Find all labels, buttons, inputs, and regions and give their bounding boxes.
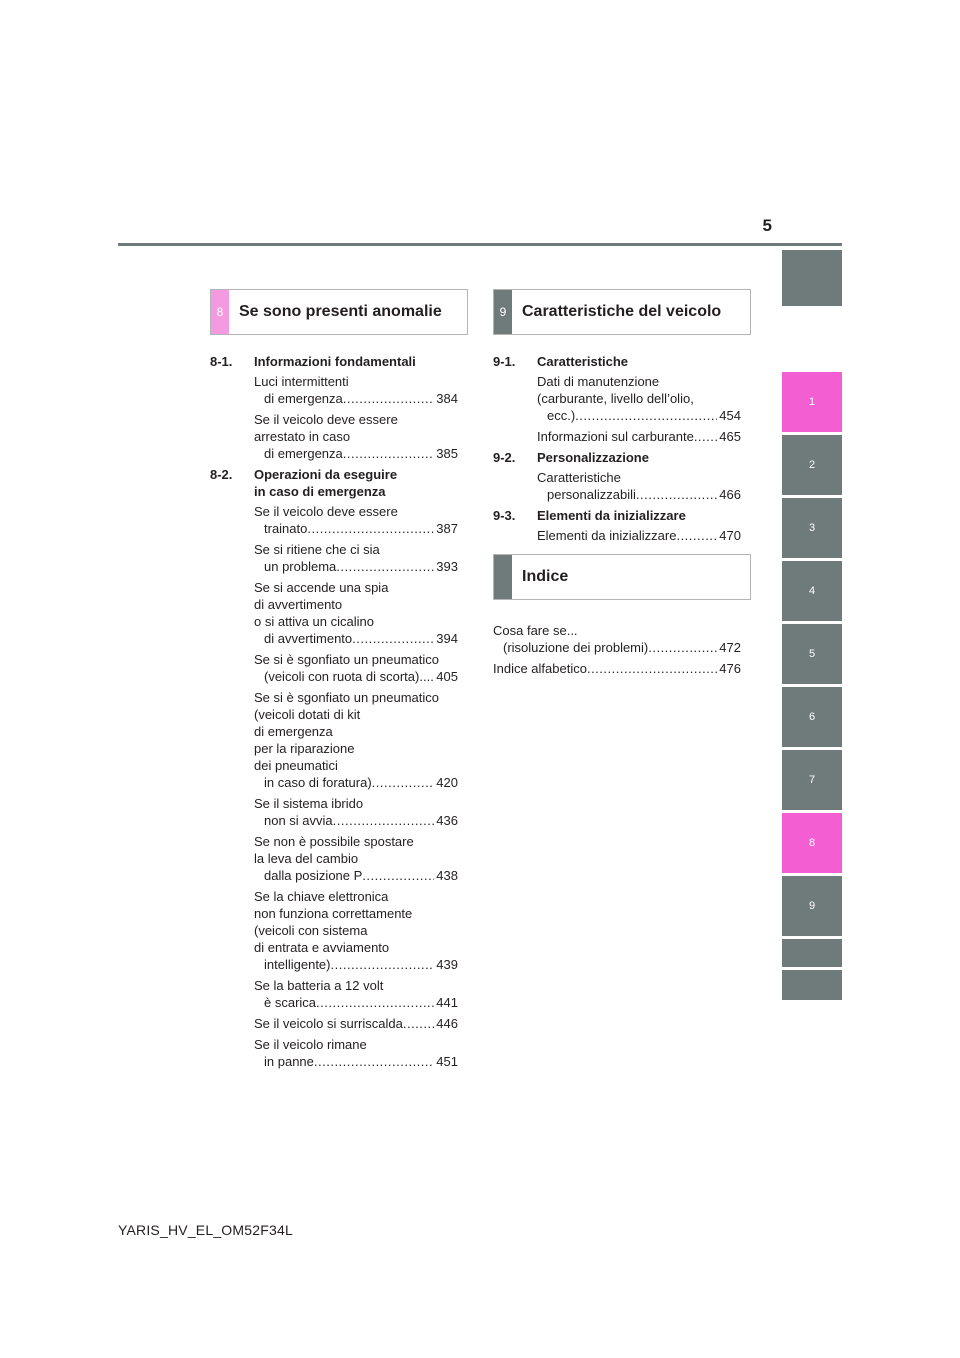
toc-page-number: 394 [436, 631, 458, 646]
subsection-heading[interactable] [493, 353, 741, 370]
toc-entry-text: personalizzabili [547, 487, 636, 502]
toc-entry-text: Se il veicolo si surriscalda [254, 1016, 403, 1031]
dot-leader [403, 1015, 434, 1032]
toc-page-number: 466 [719, 487, 741, 502]
toc-entry-leader-line [254, 390, 458, 407]
subsection-title-line: Caratteristiche [537, 354, 629, 369]
toc-page-number: 438 [436, 868, 458, 883]
toc-page-number: 441 [436, 995, 458, 1010]
toc-entry[interactable] [254, 689, 458, 791]
chapter-tab-blank-11[interactable] [782, 970, 842, 1000]
top-rule [118, 243, 842, 246]
subsection-number: 8-2. [210, 467, 233, 482]
subsection-number: 9-2. [493, 450, 516, 465]
toc-entry-line: arrestato in caso [254, 429, 351, 444]
chapter-tab-blank-10[interactable] [782, 939, 842, 967]
toc-entry-line: di emergenza [254, 724, 333, 739]
toc-entry-text: in caso di foratura) [264, 775, 372, 790]
toc-entry-leader-line [537, 486, 741, 503]
toc-entry-leader-line [254, 1053, 458, 1070]
toc-page-number: 420 [436, 775, 458, 790]
toc-entry-line: la leva del cambio [254, 851, 359, 866]
dot-leader [307, 520, 434, 537]
toc-entry-text: dalla posizione P [264, 868, 363, 883]
dot-leader [343, 390, 435, 407]
toc-entry[interactable] [254, 1015, 458, 1032]
toc-entry-leader-line [254, 994, 458, 1011]
toc-entry-line: Cosa fare se... [493, 623, 578, 638]
toc-entry-text: Informazioni sul carburante [537, 429, 694, 444]
subsection-number: 8-1. [210, 354, 233, 369]
subsection-title-line: Personalizzazione [537, 450, 649, 465]
toc-entry[interactable] [254, 541, 458, 575]
toc-entry[interactable] [254, 795, 458, 829]
section-8-header [210, 289, 468, 335]
toc-entry-leader-line [254, 558, 458, 575]
toc-entry-line: Se non è possibile spostare [254, 834, 414, 849]
dot-leader [352, 630, 434, 647]
dot-leader [575, 407, 717, 424]
toc-page-number: 405 [436, 669, 458, 684]
toc-entry-line: o si attiva un cicalino [254, 614, 374, 629]
toc-entry-line: dei pneumatici [254, 758, 338, 773]
toc-entry-text: un problema [264, 559, 337, 574]
toc-entry-text: in panne [264, 1054, 314, 1069]
toc-page-number: 472 [719, 640, 741, 655]
toc-entry-text: non si avvia [264, 813, 333, 828]
chapter-tab-2[interactable]: 2 [782, 435, 842, 495]
toc-entry[interactable] [254, 977, 458, 1011]
toc-entry-text: ecc.) [547, 408, 576, 423]
toc-page-number: 387 [436, 521, 458, 536]
toc-entry-line: Se il sistema ibrido [254, 796, 364, 811]
toc-page-number: 436 [436, 813, 458, 828]
toc-entry-leader-line [254, 520, 458, 537]
toc-entry-line: Se il veicolo deve essere [254, 504, 398, 519]
toc-entry-line: (veicoli dotati di kit [254, 707, 361, 722]
toc-entry-leader-line [254, 956, 458, 973]
toc-entry[interactable] [537, 428, 741, 445]
toc-entry-text: di avvertimento [264, 631, 353, 646]
chapter-tab-9[interactable]: 9 [782, 876, 842, 936]
toc-entry-line: di avvertimento [254, 597, 343, 612]
toc-entry-leader-line [254, 812, 458, 829]
toc-entry-text: di emergenza [264, 391, 343, 406]
toc-entry-line: Se la chiave elettronica [254, 889, 389, 904]
toc-entry-text: è scarica [264, 995, 317, 1010]
toc-entry-line: Se si è sgonfiato un pneumatico [254, 652, 440, 667]
toc-entry-text: (risoluzione dei problemi) [503, 640, 649, 655]
chapter-tab-4[interactable]: 4 [782, 561, 842, 621]
toc-entry[interactable] [254, 411, 458, 462]
toc-entry-leader-line [537, 407, 741, 424]
subsection-title-line: Operazioni da eseguire [254, 467, 398, 482]
toc-entry-text: intelligente) [264, 957, 331, 972]
toc-entry-line: Se il veicolo rimane [254, 1037, 367, 1052]
subsection-heading[interactable] [210, 353, 458, 370]
dot-leader [331, 956, 435, 973]
toc-page-number: 446 [436, 1016, 458, 1031]
toc-page-number: 454 [719, 408, 741, 423]
toc-entry-text: di emergenza [264, 446, 343, 461]
dot-leader [314, 1053, 434, 1070]
toc-page-number: 470 [719, 528, 741, 543]
index-title: Indice [522, 568, 569, 585]
dot-leader [676, 527, 717, 544]
toc-entry-leader-line [493, 639, 741, 656]
section-8-title: Se sono presenti anomalie [239, 303, 442, 320]
subsection-heading[interactable] [210, 466, 458, 500]
toc-page-number: 439 [436, 957, 458, 972]
index-tag [494, 555, 512, 599]
dot-leader [694, 428, 717, 445]
toc-page-number: 476 [719, 661, 741, 676]
toc-entry-leader-line [254, 445, 458, 462]
toc-entry-leader-line [254, 774, 458, 791]
toc-page-number: 451 [436, 1054, 458, 1069]
toc-entry[interactable] [537, 527, 741, 544]
dot-leader [587, 660, 717, 677]
subsection-title-line: Elementi da inizializzare [537, 508, 686, 523]
subsection-title-line: in caso di emergenza [254, 484, 386, 499]
toc-entry[interactable] [537, 469, 741, 503]
toc-entry-leader-line [254, 630, 458, 647]
toc-entry[interactable] [254, 833, 458, 884]
chapter-tab-8[interactable]: 8 [782, 813, 842, 873]
subsection-heading[interactable] [493, 507, 741, 524]
chapter-tab-5[interactable]: 5 [782, 624, 842, 684]
toc-entry-line: Dati di manutenzione [537, 374, 660, 389]
section-8-tag: 8 [211, 290, 229, 334]
index-contents [493, 618, 741, 677]
chapter-tab-1[interactable]: 1 [782, 372, 842, 432]
toc-page-number: 393 [436, 559, 458, 574]
toc-entry-line: per la riparazione [254, 741, 355, 756]
dot-leader [333, 812, 435, 829]
toc-entry-leader-line [254, 1015, 458, 1032]
chapter-tab-7[interactable]: 7 [782, 750, 842, 810]
toc-entry[interactable] [254, 888, 458, 973]
dot-leader [362, 867, 434, 884]
dot-leader [316, 994, 434, 1011]
dot-leader [336, 558, 434, 575]
chapter-tab-3[interactable]: 3 [782, 498, 842, 558]
toc-entry-leader-line [537, 527, 741, 544]
toc-entry[interactable] [493, 622, 741, 656]
index-header [493, 554, 751, 600]
section-9-title: Caratteristiche del veicolo [522, 303, 722, 320]
toc-page-number: 385 [436, 446, 458, 461]
chapter-tab-blank-0[interactable] [782, 250, 842, 306]
toc-entry-leader-line [537, 428, 741, 445]
dot-leader [372, 774, 435, 791]
section-8-contents [210, 353, 458, 1070]
section-9-contents [493, 353, 741, 544]
toc-page-number: 465 [719, 429, 741, 444]
toc-entry-line: Se si è sgonfiato un pneumatico [254, 690, 440, 705]
toc-entry-text: (veicoli con ruota di scorta)... [264, 669, 431, 684]
toc-entry-line: Caratteristiche [537, 470, 621, 485]
toc-entry-line: di entrata e avviamento [254, 940, 390, 955]
toc-entry[interactable] [254, 1036, 458, 1070]
toc-entry[interactable] [254, 651, 458, 685]
page-number: 5 [762, 216, 772, 235]
subsection-number: 9-3. [493, 508, 516, 523]
subsection-heading[interactable] [493, 449, 741, 466]
toc-entry-text: Elementi da inizializzare [537, 528, 677, 543]
dot-leader [648, 639, 717, 656]
toc-entry[interactable] [254, 373, 458, 407]
toc-entry-text: trainato [264, 521, 308, 536]
chapter-tab-6[interactable]: 6 [782, 687, 842, 747]
subsection-number: 9-1. [493, 354, 516, 369]
dot-leader [343, 445, 435, 462]
toc-entry[interactable] [254, 503, 458, 537]
toc-entry[interactable] [537, 373, 741, 424]
section-9-header [493, 289, 751, 335]
subsection-title-line: Informazioni fondamentali [254, 354, 416, 369]
section-9-tag: 9 [494, 290, 512, 334]
footer-code: YARIS_HV_EL_OM52F34L [118, 1222, 293, 1238]
toc-entry-line: (veicoli con sistema [254, 923, 368, 938]
toc-entry-leader-line [254, 867, 458, 884]
toc-entry-text: Indice alfabetico [493, 661, 587, 676]
toc-entry[interactable] [254, 579, 458, 647]
toc-entry-line: (carburante, livello dell’olio, [537, 391, 694, 406]
toc-entry-line: non funziona correttamente [254, 906, 413, 921]
toc-entry-line: Se si accende una spia [254, 580, 389, 595]
toc-entry-leader-line [493, 660, 741, 677]
toc-entry-line: Luci intermittenti [254, 374, 349, 389]
toc-entry-leader-line [254, 668, 458, 685]
toc-entry-line: Se il veicolo deve essere [254, 412, 398, 427]
toc-entry-line: Se la batteria a 12 volt [254, 978, 384, 993]
toc-page-number: 384 [436, 391, 458, 406]
toc-entry[interactable] [493, 660, 741, 677]
dot-leader [636, 486, 717, 503]
toc-entry-line: Se si ritiene che ci sia [254, 542, 380, 557]
